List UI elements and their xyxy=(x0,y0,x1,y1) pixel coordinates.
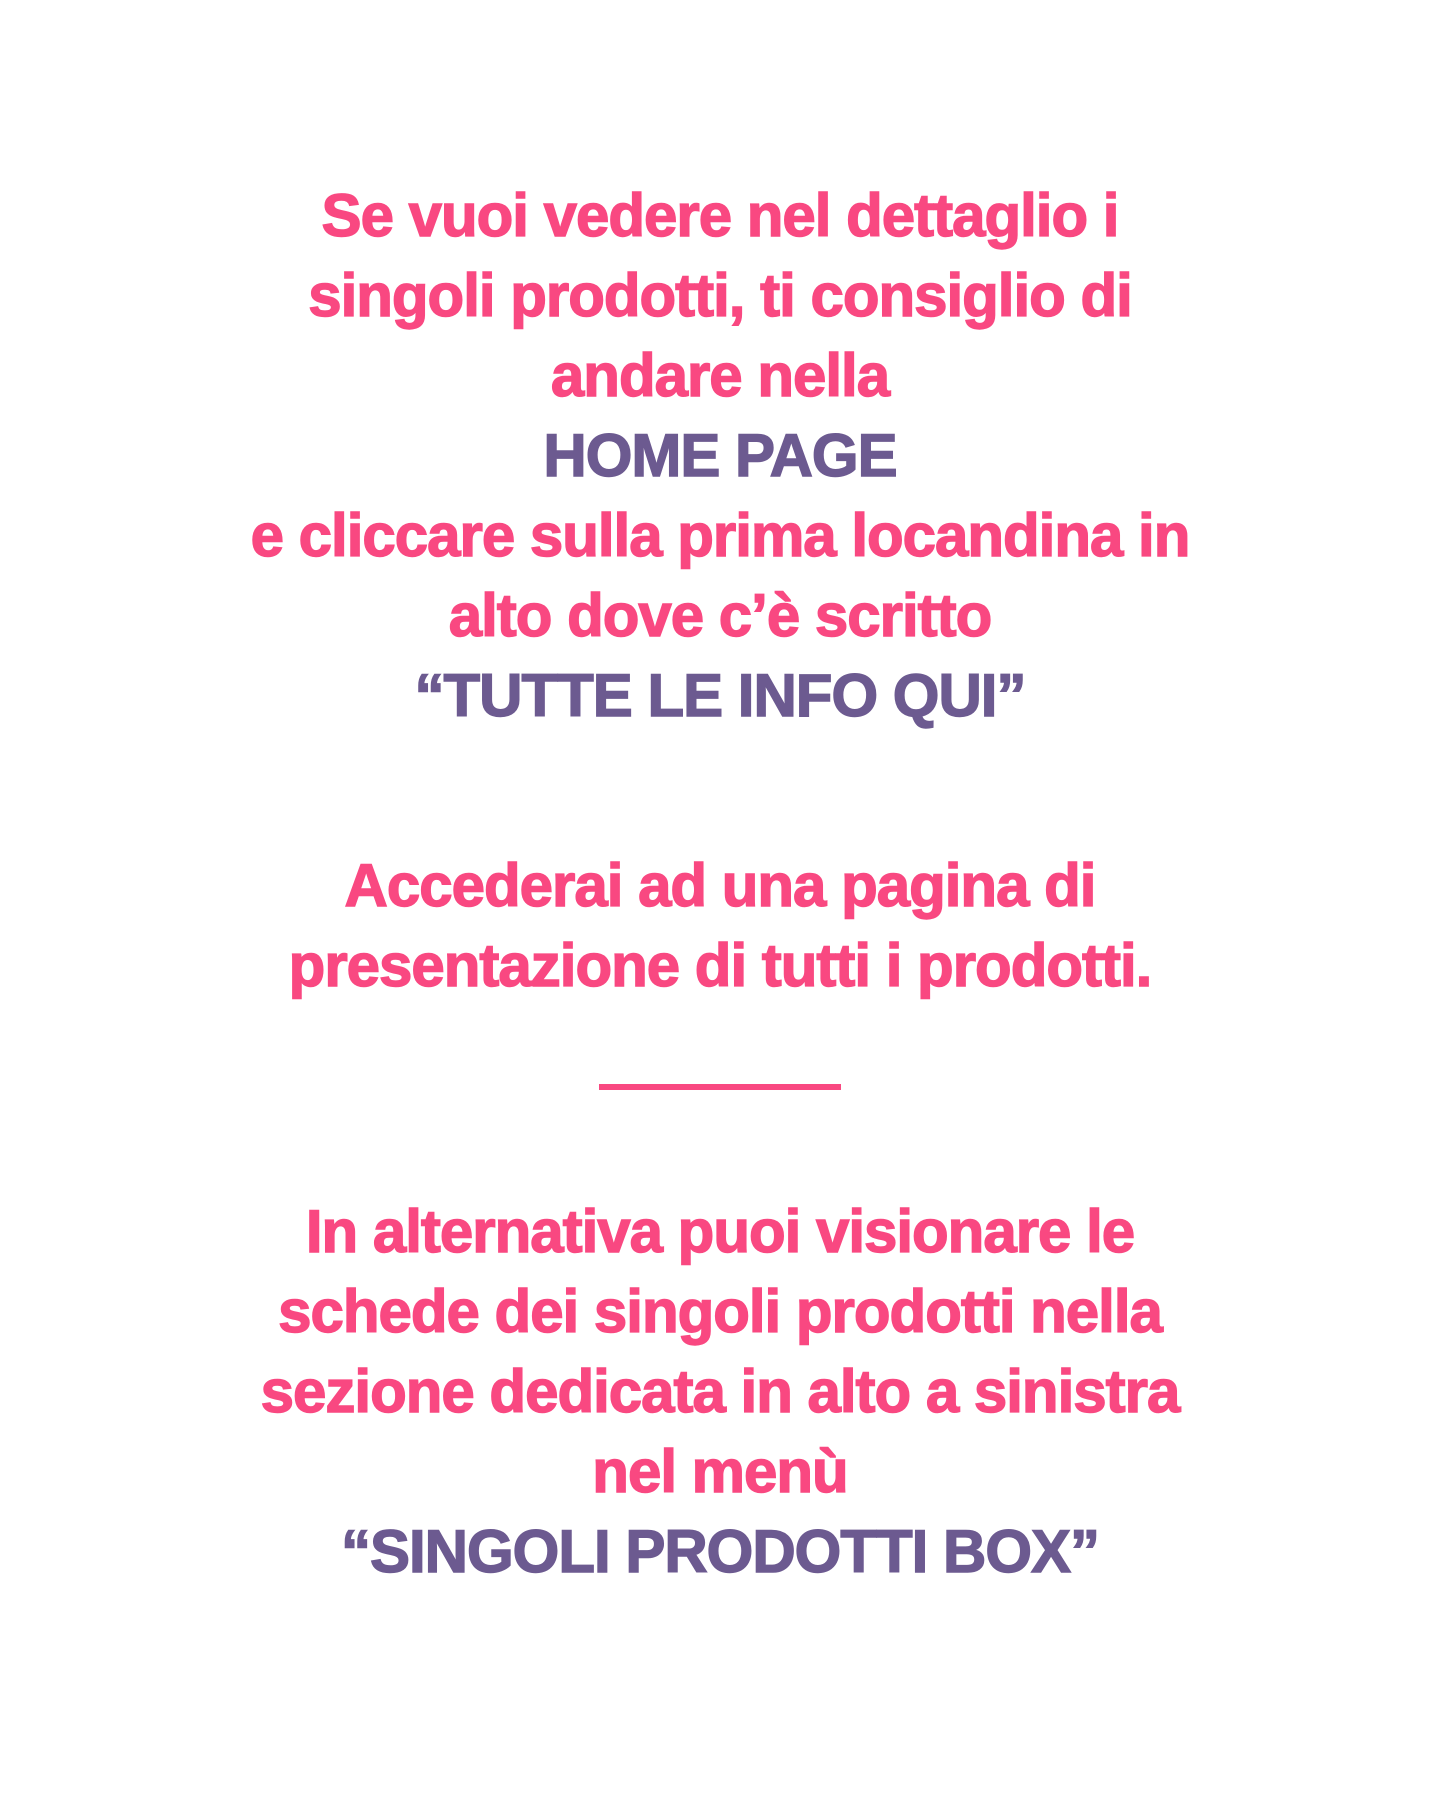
intro-line-1: Se vuoi vedere nel dettaglio i xyxy=(321,182,1119,249)
access-line-2: presentazione di tutti i prodotti. xyxy=(288,932,1152,999)
intro-paragraph xyxy=(0,176,1440,736)
alternative-line-4: nel menù xyxy=(592,1438,848,1505)
intro-line-6: alto dove c’è scritto xyxy=(448,582,992,649)
alternative-line-1: In alternativa puoi visionare le xyxy=(305,1198,1135,1265)
home-page-label: HOME PAGE xyxy=(543,422,897,489)
tutte-le-info-qui-label: “TUTTE LE INFO QUI” xyxy=(414,662,1026,729)
intro-line-2: singoli prodotti, ti consiglio di xyxy=(308,262,1132,329)
access-line-1: Accederai ad una pagina di xyxy=(344,852,1096,919)
alternative-paragraph xyxy=(0,1192,1440,1592)
intro-line-5: e cliccare sulla prima locandina in xyxy=(250,502,1190,569)
access-paragraph xyxy=(0,846,1440,1006)
alternative-line-3: sezione dedicata in alto a sinistra xyxy=(260,1358,1180,1425)
divider-line xyxy=(599,1084,841,1090)
alternative-line-2: schede dei singoli prodotti nella xyxy=(278,1278,1162,1345)
singoli-prodotti-box-label: “SINGOLI PRODOTTI BOX” xyxy=(340,1518,1100,1585)
intro-line-3: andare nella xyxy=(550,342,890,409)
